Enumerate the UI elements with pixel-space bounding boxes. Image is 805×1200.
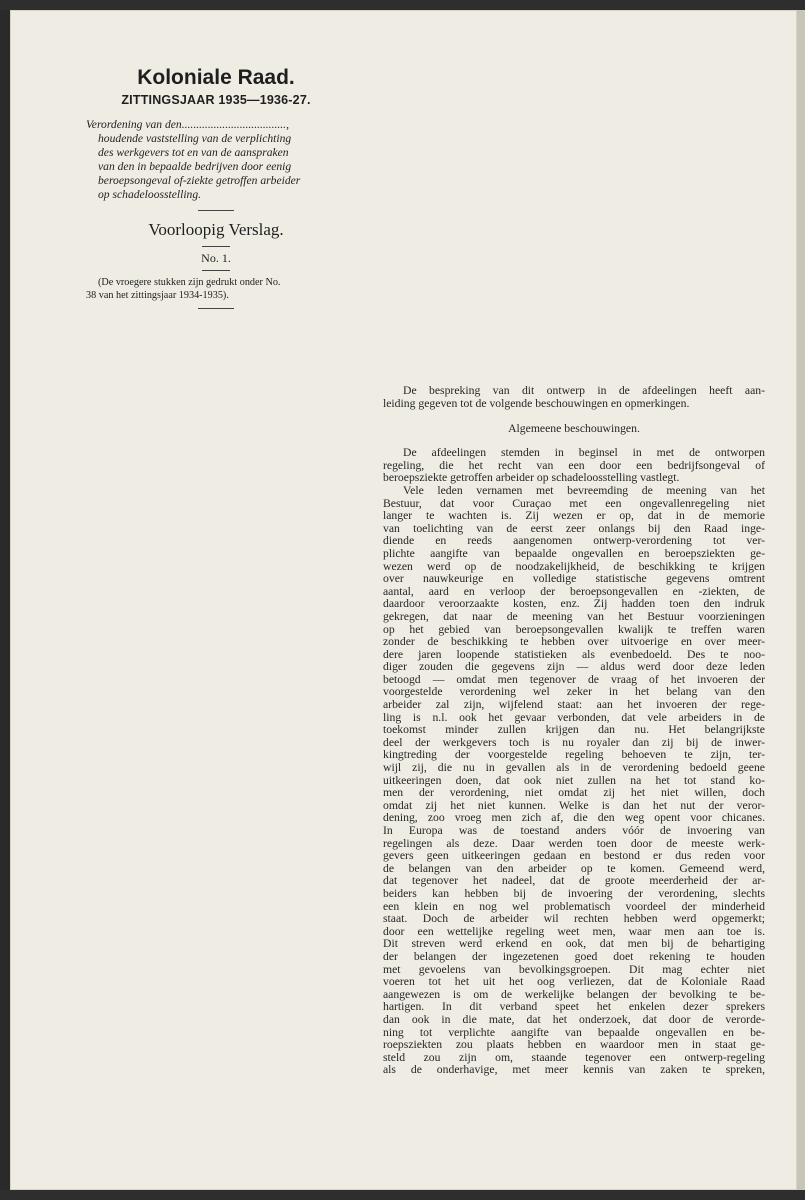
decree-line: Verordening van den...................................., xyxy=(86,118,289,131)
divider-rule xyxy=(202,246,230,247)
text-line: men der verordening, niet omdat zij het niet willen, doch xyxy=(383,786,765,800)
text-line: staat. Doch de arbeider wil rechten hebben werd opgemerkt; xyxy=(383,912,765,926)
decree-line: beroepsongeval of-ziekte getroffen arbeider xyxy=(98,174,301,187)
text-line: omdat zij het niet kunnen. Welke is dan het nut der veror- xyxy=(383,798,765,812)
text-line: op het gebied van beroepsongevallen kwalijk te treffen waren xyxy=(383,622,765,636)
decree-line: op schadeloosstelling. xyxy=(98,188,202,201)
text-line: Vele leden vernamen met bevreemding de meening van het xyxy=(403,483,765,497)
text-line: deel der werkgevers toch is nu royaler dan zij bij de inwer- xyxy=(383,735,765,749)
intro-paragraph xyxy=(383,385,765,410)
decree-line: van den in bepaalde bedrijven door eenig xyxy=(98,160,292,173)
text-line: beiders kan hebben bij de invoering der verordening, slechts xyxy=(383,886,765,900)
text-line: zonder de beschikking te hebben over uitvoerige en over meer- xyxy=(383,635,765,649)
text-line: kingtreding der voorgestelde regeling behoeven te zijn, ter- xyxy=(383,748,765,762)
text-line: de belangen van den arbeider op te komen. Gemeend werd, xyxy=(383,861,765,875)
text-line: voeren tot het uit het oog verliezen, dat de Koloniale Raad xyxy=(383,975,765,989)
text-line: diger zouden die gegevens zijn — aldus werd door deze leden xyxy=(383,660,765,674)
text-line: steld zou zijn om, staande tegenover een ontwerp-regeling xyxy=(383,1050,765,1064)
text-line: diende en reeds aangenomen ontwerp-verordening tot ver- xyxy=(383,534,765,548)
report-number: No. 1. xyxy=(201,251,231,265)
text-line: langer te wachten is. Zij wezen er op, dat in de memorie xyxy=(383,509,765,523)
report-body xyxy=(383,385,765,1077)
text-line: dat tegenover het nadeel, dat de groote meerderheid der ar- xyxy=(383,874,765,888)
divider-rule xyxy=(198,210,234,211)
text-line: Bestuur, dat voor Curaçao met een ongevallenregeling niet xyxy=(383,496,765,510)
text-line: uitkeeringen doen, dat ook niet zullen na het tot stand ko- xyxy=(383,773,765,787)
text-line: plichte aangifte van bepaalde ongevallen en beroepsziekten ge- xyxy=(383,546,765,560)
page-right-edge xyxy=(797,10,805,1190)
session-year: ZITTINGSJAAR 1935—1936-27. xyxy=(121,93,311,107)
text-line: dere jaren loopende statistieken als evenbedoeld. Des te noo- xyxy=(383,647,765,661)
earlier-documents-note xyxy=(86,277,346,302)
report-title: Voorloopig Verslag. xyxy=(148,220,284,239)
divider-rule xyxy=(202,270,230,271)
text-line: leiding gegeven tot de volgende beschouwingen en opmerkingen. xyxy=(383,396,690,410)
text-line: een klein en nog wel problematisch voordeel der minderheid xyxy=(383,899,765,913)
text-line: als de onderhavige, met meer kennis van zaken te spreken, xyxy=(383,1063,765,1077)
text-line: over nauwkeurige en volledige statistische gegevens omtrent xyxy=(383,572,765,586)
text-line: gevers geen uitkeeringen gedaan en bestond er dus reden voor xyxy=(383,849,765,863)
text-line: voorgestelde verordening wel zeker in het belang van den xyxy=(383,685,765,699)
note-line: (De vroegere stukken zijn gedrukt onder No. xyxy=(98,277,281,288)
text-line: daardoor veroorzaakte kosten, enz. Zij hadden toen den indruk xyxy=(383,597,765,611)
text-line: roepsziekten zou plaats hebben en waardoor men in staat ge- xyxy=(383,1038,765,1052)
note-line: 38 van het zittingsjaar 1934-1935). xyxy=(86,289,229,301)
text-line: In Europa was de toestand anders vóór de invoering van xyxy=(383,824,765,837)
text-line: dan ook in die mate, dat het onderzoek, dat door de verorde- xyxy=(383,1012,765,1026)
text-line: De bespreking van dit ontwerp in de afdeelingen heeft aan- xyxy=(403,384,765,397)
text-line: dening, zoo vroeg men zich af, die den weg opent voor chicanes. xyxy=(383,811,765,825)
text-line: ning tot verplichte aangifte van bepaalde ongevallen en be- xyxy=(383,1025,765,1039)
text-line: aangewezen is om de werkelijke belangen der bevolking te be- xyxy=(383,987,765,1001)
body-text xyxy=(383,447,765,1077)
text-line: Dit streven werd erkend en ook, dat men bij de behartiging xyxy=(383,937,765,951)
text-line: ling is n.l. ook het gevaar verbonden, dat vele arbeiders in de xyxy=(383,710,765,724)
document-header xyxy=(86,66,346,315)
text-line: wezen werd op de noodzakelijkheid, de beschikking te krijgen xyxy=(383,559,765,573)
text-line: arbeider zal zijn, wijfelend staat: aan het invoeren der rege- xyxy=(383,698,765,712)
text-line: toekomst minder zullen krijgen dan nu. Het belangrijkste xyxy=(383,723,765,737)
section-heading: Algemeene beschouwingen. xyxy=(508,422,640,436)
text-line: wijl zij, die nu in gevallen als in de verordening bedoeld geene xyxy=(383,761,765,775)
text-line: aantal, aard en verloop der beroepsongevallen en -ziekten, de xyxy=(383,584,765,598)
decree-line: houdende vaststelling van de verplichting xyxy=(98,132,292,145)
text-line: betoogd — omdat men tegenover de vraag of het invoeren der xyxy=(383,672,765,686)
text-line: hartigen. In dit verband speet het enkelen dezer sprekers xyxy=(383,1000,765,1014)
text-line: der belangen der ingezetenen goed doet rekening te houden xyxy=(383,949,765,963)
decree-line: des werkgevers tot en van de aanspraken xyxy=(98,146,289,159)
text-line: De afdeelingen stemden in beginsel in met de ontworpen xyxy=(403,446,765,460)
divider-rule xyxy=(198,308,234,309)
text-line: beroepsziekte getroffen arbeider op schadeloosstelling vastlegt. xyxy=(383,471,680,485)
document-title: Koloniale Raad. xyxy=(137,66,295,89)
text-line: regeling, die het recht van een door een bedrijfsongeval of xyxy=(383,458,765,472)
scan-left-shadow xyxy=(0,10,10,1190)
text-line: van toelichting van de eerst zeer onlangs bij den Raad inge- xyxy=(383,521,765,535)
decree-description xyxy=(86,118,346,202)
text-line: door een wettelijke regeling weet men, waar men aan toe is. xyxy=(383,924,765,938)
text-line: regelingen als deze. Daar werden toen door de meeste werk- xyxy=(383,836,765,850)
text-line: gekregen, dat naar de meening van het Bestuur voorzieningen xyxy=(383,609,765,623)
text-line: met gevoelens van bevolkingsgroepen. Dit mag echter niet xyxy=(383,962,765,976)
